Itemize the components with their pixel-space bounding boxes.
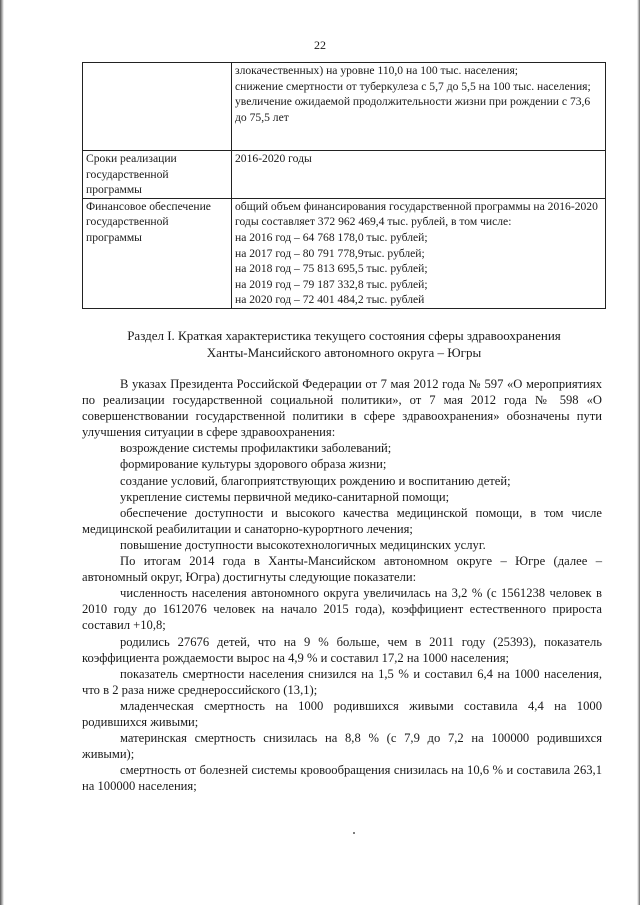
list-item: обеспечение доступности и высокого качества медицинской помощи, в том числе медицинской реабилитации и санаторно-курортного лечения; [82, 505, 602, 536]
list-item: родились 27676 детей, что на 9 % больше, чем в 2011 году (25393), показатель коэффициента рождаемости вырос на 4,9 % и составил 17,2 на 1000 населения; [82, 634, 602, 665]
list-item: младенческая смертность на 1000 родившихся живыми составила 4,4 на 1000 родившихся живыми; [82, 698, 602, 729]
table-row [83, 198, 606, 308]
table-cell-label [83, 63, 232, 151]
section-title-line: Ханты-Мансийского автономного округа – Югры [206, 345, 482, 360]
table-cell-content [232, 63, 606, 151]
table-cell-content [232, 198, 606, 308]
text-line: на 2016 год – 64 768 178,0 тыс. рублей; [235, 230, 428, 244]
list-item: повышение доступности высокотехнологичных медицинских услуг. [120, 537, 486, 552]
section-title [82, 327, 606, 361]
text-line: программы [86, 183, 142, 197]
text-line: на 2017 год – 80 791 778,9тыс. рублей; [235, 246, 425, 260]
section-title-line: Раздел I. Краткая характеристика текущего состояния сферы здравоохранения [127, 328, 561, 343]
table-cell-label [83, 198, 232, 308]
text-line: на 2018 год – 75 813 695,5 тыс. рублей; [235, 262, 428, 276]
table-row [83, 63, 606, 151]
text-line: на 2020 год – 72 401 484,2 тыс. рублей [235, 293, 425, 307]
list-item: материнская смертность снизилась на 8,8 % (с 7,9 до 7,2 на 100000 родившихся живыми); [82, 731, 602, 762]
scan-edge-left [0, 0, 4, 905]
table-row [83, 151, 606, 199]
text-line: снижение смертности от туберкулеза с 5,7 до 5,5 на 100 тыс. населения; [235, 79, 591, 93]
text-line: 2016-2020 годы [235, 152, 312, 165]
text-line: государственной [86, 167, 169, 181]
list-item: смертность от болезней системы кровообращения снизилась на 10,6 % и составила 263,1 на 100000 населения; [82, 763, 602, 794]
scan-speck [353, 832, 355, 834]
paragraph: По итогам 2014 года в Ханты-Мансийском автономном округе – Югре (далее – автономный округ, Югра) достигнуты следующие показатели: [82, 554, 602, 585]
text-line: злокачественных) на уровне 110,0 на 100 тыс. населения; [235, 64, 519, 77]
text-line: увеличение ожидаемой продолжительности жизни при рождении с 73,6 до 75,5 лет [235, 95, 591, 124]
text-line: Сроки реализации [86, 152, 177, 165]
list-item: показатель смертности населения снизился на 1,5 % и составил 6,4 на 1000 населения, что в 2 раза ниже среднероссийского (13,1); [82, 666, 602, 697]
paragraph: В указах Президента Российской Федерации от 7 мая 2012 года № 597 «О мероприятиях по реализации государственной социальной политики», от 7 мая 2012 года № 598 «О совершенствовании государственной политики в сфере здравоохранения» обозначены пути улучшения ситуации в сфере здравоохранения: [82, 377, 602, 440]
program-passport-table [82, 62, 606, 309]
list-item: численность населения автономного округа увеличилась на 3,2 % (с 1561238 человек в 2010 году до 1612076 человек на начало 2015 года), коэффициент естественного прироста составил +10,8; [82, 586, 602, 633]
text-line: Финансовое обеспечение [86, 199, 211, 213]
list-item: возрождение системы профилактики заболеваний; [120, 441, 392, 456]
text-line: общий объем финансирования государственной программы на 2016-2020 годы составляет 372 962 469,4 тыс. рублей, в том числе: [235, 199, 598, 229]
text-line: на 2019 год – 79 187 332,8 тыс. рублей; [235, 277, 428, 291]
list-item: укрепление системы первичной медико-санитарной помощи; [120, 489, 450, 504]
table-cell-label [83, 151, 232, 199]
table-cell-content [232, 151, 606, 199]
text-line: программы [86, 230, 142, 244]
page-number: 22 [314, 38, 326, 52]
list-item: формирование культуры здорового образа жизни; [120, 457, 387, 472]
text-line: государственной [86, 215, 169, 229]
list-item: создание условий, благоприятствующих рождению и воспитанию детей; [120, 473, 511, 488]
body-text [82, 376, 602, 794]
